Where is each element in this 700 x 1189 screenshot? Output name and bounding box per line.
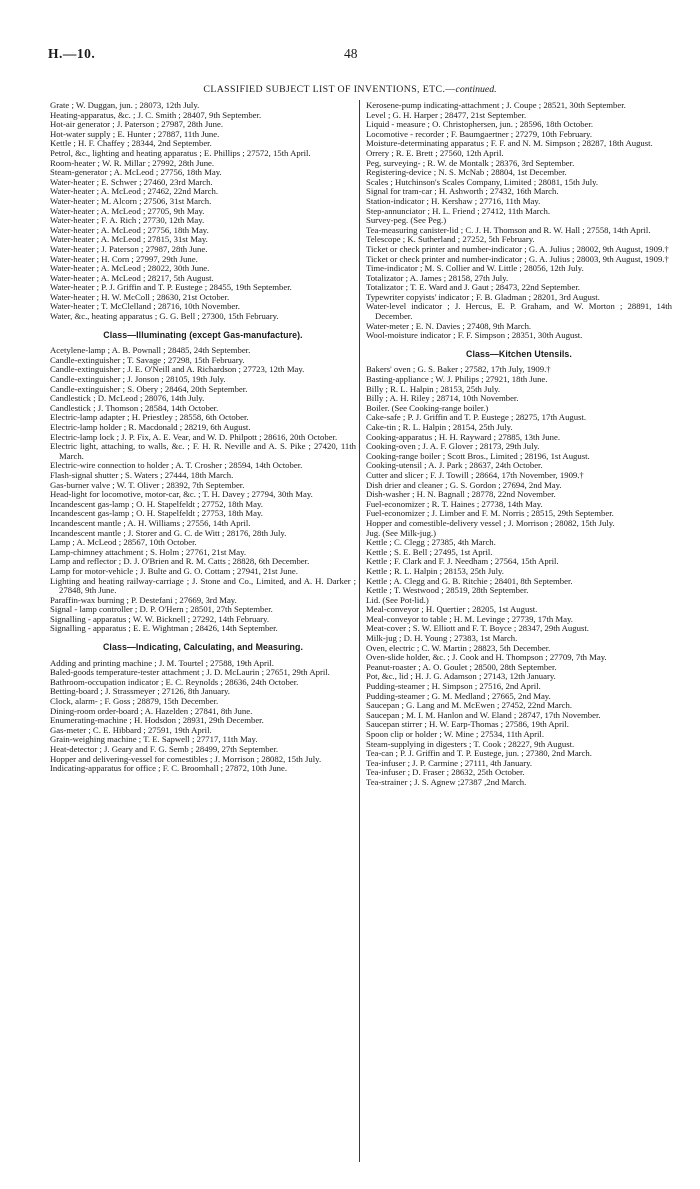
patent-entry: Peanut-roaster ; A. O. Goulet ; 28500, 28th September. xyxy=(366,661,557,672)
patent-entry: Tea-infuser ; D. Fraser ; 28632, 25th October. xyxy=(366,767,525,778)
patent-entry: Cooking-apparatus ; H. H. Rayward ; 27885, 13th June. xyxy=(366,431,560,442)
patent-entry: Incandescent gas-lamp ; O. H. Stapelfeldt ; 27752, 18th May. xyxy=(50,498,263,509)
patent-entry: Water-heater ; A. McLeod ; 27462, 22nd March. xyxy=(50,186,218,197)
patent-entry: Electric-lamp holder ; R. Macdonald ; 28219, 6th August. xyxy=(50,422,251,432)
patent-entry: Cooking-oven ; J. A. F. Glover ; 28173, 29th July. xyxy=(366,441,540,452)
page-code: H.—10. xyxy=(48,46,96,61)
patent-entry: Heat-detector ; J. Geary and F. G. Semb ; 28499, 27th September. xyxy=(50,744,279,754)
patent-entry: Dining-room order-board ; A. Hazelden ; 27841, 8th June. xyxy=(50,705,253,716)
patent-entry: Kettle ; S. E. Bell ; 27495, 1st April. xyxy=(366,546,493,557)
patent-entry: Typewriter copyists' indicator ; F. B. Gladman ; 28201, 3rd August. xyxy=(366,291,600,302)
patent-entry: Pot, &c., lid ; H. J. G. Adamson ; 27143, 12th January. xyxy=(366,671,556,682)
patent-entry: Meal-conveyor ; H. Quertier ; 28205, 1st August. xyxy=(366,604,538,615)
patent-entry: Cutter and slicer ; F. J. Towill ; 28664, 17th November, 1909.† xyxy=(366,469,584,480)
patent-entry: Station-indicator ; H. Kershaw ; 27716, 11th May. xyxy=(366,195,541,206)
patent-entry: Kerosene-pump indicating-attachment ; J. Coupe ; 28521, 30th September. xyxy=(366,100,626,110)
patent-entry: Candle-extinguisher ; J. Jonson ; 28105, 19th July. xyxy=(50,374,226,385)
patent-entry: Water-level indicator ; J. Hercus, E. P. Graham, and W. Morton ; 28891, 14th December. xyxy=(366,301,672,322)
right-column xyxy=(366,101,672,788)
patent-entry: Adding and printing machine ; J. M. Tourtel ; 27588, 19th April. xyxy=(50,657,274,668)
patent-entry: Level ; G. H. Harper ; 28477, 21st September. xyxy=(366,109,527,120)
patent-entry: Water-heater ; H. Corn ; 27997, 29th June. xyxy=(50,253,198,264)
patent-entry: Water-heater ; J. Paterson ; 27987, 28th June. xyxy=(50,243,208,254)
patent-entry: Acetylene-lamp ; A. B. Pownall ; 28485, 24th September. xyxy=(50,345,251,356)
patent-entry: Survey-peg. (See Peg.) xyxy=(366,215,447,226)
patent-entry: Clock, alarm- ; F. Goss ; 28879, 15th December. xyxy=(50,696,219,707)
patent-entry: Ticket or check printer and number-indicator ; G. A. Julius ; 28003, 9th August, 1909.† xyxy=(366,253,669,264)
patent-entry: Moisture-determinating apparatus ; F. F. and N. M. Simpson ; 28287, 18th August. xyxy=(366,138,653,149)
patent-entry: Lamp ; A. McLeod ; 28567, 10th October. xyxy=(50,537,197,548)
patent-entry: Jug. (See Milk-jug.) xyxy=(366,527,436,538)
patent-entry: Water, &c., heating apparatus ; G. G. Bell ; 27300, 15th February. xyxy=(50,311,279,322)
patent-entry: Hot-water supply ; E. Hunter ; 27887, 11th June. xyxy=(50,128,220,139)
patent-entry: Lamp-chimney attachment ; S. Holm ; 27761, 21st May. xyxy=(50,546,247,557)
running-head-title: CLASSIFIED SUBJECT LIST OF INVENTIONS, ETC.— xyxy=(203,84,456,95)
patent-entry: Tea-infuser ; J. P. Carmine ; 27111, 4th January. xyxy=(366,757,533,768)
patent-entry: Incandescent gas-lamp ; O. H. Stapelfeldt ; 27753, 18th May. xyxy=(50,508,263,519)
patent-entry: Tea-strainer ; J. S. Agnew ;27387 ,2nd March. xyxy=(366,776,527,787)
patent-entry: Water-heater ; T. McClelland ; 28716, 10th November. xyxy=(50,301,240,312)
patent-entry: Electric-lamp adapter ; H. Priestley ; 28558, 6th October. xyxy=(50,412,249,423)
patent-entry: Hopper and comestible-delivery vessel ; J. Morrison ; 28082, 15th July. xyxy=(366,517,615,528)
patent-entry: Paraffin-wax burning ; P. Destefani ; 27669, 3rd May. xyxy=(50,594,237,605)
patent-entry: Orrery ; R. E. Brett ; 27560, 12th April. xyxy=(366,147,504,158)
patent-entry: Water-heater ; A. McLeod ; 27705, 9th May. xyxy=(50,205,205,216)
patent-entry: Lid. (See Pot-lid.) xyxy=(366,594,429,605)
patent-entry: Dish drier and cleaner ; G. S. Gordon ; 27694, 2nd May. xyxy=(366,479,562,490)
patent-entry: Wool-moisture indicator ; F. F. Simpson ; 28351, 30th August. xyxy=(366,330,583,341)
patent-entry: Water-heater ; H. W. McColl ; 28630, 21st October. xyxy=(50,291,230,302)
patent-entry: Milk-jug ; D. H. Young ; 27383, 1st March. xyxy=(366,633,518,644)
patent-entry: Water-heater ; M. Alcorn ; 27506, 31st March. xyxy=(50,195,212,206)
patent-entry: Lighting and heating railway-carriage ; J. Stone and Co., Limited, and A. H. Darker ; 27848, 9th June. xyxy=(50,575,356,596)
patent-entry: Scales ; Hutchinson's Scales Company, Limited ; 28081, 15th July. xyxy=(366,176,599,187)
running-head-continued: continued. xyxy=(455,84,497,95)
patent-entry: Hot-air generator ; J. Paterson ; 27987, 28th June. xyxy=(50,119,223,130)
patent-entry: Peg, surveying- ; R. W. de Montalk ; 28376, 3rd September. xyxy=(366,157,575,168)
heating-entry-list xyxy=(50,101,356,322)
patent-entry: Grate ; W. Duggan, jun. ; 28073, 12th July. xyxy=(50,100,200,110)
patent-entry: Kettle ; C. Clegg ; 27385, 4th March. xyxy=(366,537,496,548)
patent-entry: Pudding-steamer ; G. M. Medland ; 27665, 2nd May. xyxy=(366,690,551,701)
patent-entry: Kettle ; R. L. Halpin ; 28153, 25th July. xyxy=(366,565,504,576)
patent-entry: Electric light, attaching, to walls, &c. ; F. H. R. Neville and A. S. Pike ; 27420, 11th March. xyxy=(50,441,356,461)
indicating-entry-list-continued xyxy=(366,101,672,341)
patent-entry: Cooking-range boiler ; Scott Bros., Limited ; 28196, 1st August. xyxy=(366,450,590,461)
patent-entry: Heating-apparatus, &c. ; J. C. Smith ; 28407, 9th September. xyxy=(50,109,262,120)
patent-entry: Incandescent mantle ; J. Storer and G. C. de Witt ; 28176, 28th July. xyxy=(50,527,287,538)
patent-entry: Lamp and reflector ; D. J. O'Brien and R. M. Catts ; 28828, 6th December. xyxy=(50,556,310,567)
patent-entry: Kettle ; H. F. Chaffey ; 28344, 2nd September. xyxy=(50,138,212,149)
column-divider xyxy=(359,100,360,1162)
patent-entry: Candlestick ; D. McLeod ; 28076, 14th July. xyxy=(50,393,205,404)
patent-entry: Billy ; A. H. Riley ; 28714, 10th November. xyxy=(366,393,519,404)
patent-entry: Hopper and delivering-vessel for comestibles ; J. Morrison ; 28082, 15th July. xyxy=(50,753,322,764)
patent-entry: Room-heater ; W. R. Millar ; 27992, 28th June. xyxy=(50,157,215,168)
kitchen-class-heading: Class—Kitchen Utensils. xyxy=(466,348,572,359)
patent-entry: Baled-goods temperature-tester attachment ; J. D. McLaurin ; 27651, 29th April. xyxy=(50,667,330,678)
patent-entry: Fuel-economizer ; J. Limber and F. M. Norris ; 28515, 29th September. xyxy=(366,508,614,519)
patent-entry: Head-light for locomotive, motor-car, &c. ; T. H. Davey ; 27794, 30th May. xyxy=(50,489,313,500)
patent-entry: Petrol, &c., lighting and heating apparatus ; E. Phillips ; 27572, 15th April. xyxy=(50,147,311,158)
patent-entry: Candlestick ; J. Thomson ; 28584, 14th October. xyxy=(50,402,219,413)
patent-entry: Electric-lamp lock ; J. P. Fix, A. E. Vear, and W. D. Philpott ; 28616, 20th October. xyxy=(50,431,338,442)
patent-entry: Indicating-apparatus for office ; F. C. Broomhall ; 27872, 10th June. xyxy=(50,763,288,774)
patent-entry: Time-indicator ; M. S. Collier and W. Little ; 28056, 12th July. xyxy=(366,263,584,274)
patent-entry: Liquid - measure ; O. Christophersen, jun. ; 28596, 18th October. xyxy=(366,119,594,130)
patent-entry: Meat-cover ; S. W. Elliott and F. T. Boyce ; 28347, 29th August. xyxy=(366,623,589,634)
patent-entry: Telescope ; K. Sutherland ; 27252, 5th February. xyxy=(366,234,535,245)
patent-entry: Pudding-steamer ; H. Simpson ; 27516, 2nd April. xyxy=(366,681,541,692)
patent-entry: Candle-extinguisher ; T. Savage ; 27298, 15th February. xyxy=(50,354,245,365)
patent-entry: Basting-appliance ; W. J. Philips ; 27921, 18th June. xyxy=(366,374,548,385)
patent-entry: Water-heater ; E. Schwer ; 27460, 23rd March. xyxy=(50,176,213,187)
patent-entry: Meal-conveyor to table ; H. M. Levinge ; 27739, 17th May. xyxy=(366,613,573,624)
left-column xyxy=(50,101,356,774)
patent-entry: Registering-device ; N. S. McNab ; 28804, 1st December. xyxy=(366,167,567,178)
patent-entry: Electric-wire connection to holder ; A. T. Crosher ; 28594, 14th October. xyxy=(50,460,303,471)
patent-entry: Bakers' oven ; G. S. Baker ; 27582, 17th July, 1909.† xyxy=(366,364,551,375)
indicating-class-heading: Class—Indicating, Calculating, and Measuring. xyxy=(102,642,304,653)
indicating-entry-list xyxy=(50,659,356,774)
patent-entry: Oven-slide holder, &c. ; J. Cook and H. Thompson ; 27709, 7th May. xyxy=(366,652,607,663)
kitchen-entry-list xyxy=(366,365,672,787)
patent-entry: Saucepan ; G. Lang and M. McEwen ; 27452, 22nd March. xyxy=(366,700,573,711)
patent-entry: Steam-supplying in digesters ; T. Cook ; 28227, 9th August. xyxy=(366,738,575,749)
patent-entry: Grain-weighing machine ; T. E. Sapwell ; 27717, 11th May. xyxy=(50,734,258,745)
patent-entry: Water-heater ; A. McLeod ; 28022, 30th June. xyxy=(50,263,210,274)
illuminating-class-heading: Class—Illuminating (except Gas-manufacture). xyxy=(103,329,303,340)
patent-entry: Kettle ; T. Westwood ; 28519, 28th September. xyxy=(366,585,529,596)
patent-entry: Kettle ; F. Clark and F. J. Needham ; 27564, 15th April. xyxy=(366,556,559,567)
patent-entry: Candle-extinguisher ; J. E. O'Neill and A. Richardson ; 27723, 12th May. xyxy=(50,364,305,375)
patent-entry: Oven, electric ; C. W. Martin ; 28823, 5th December. xyxy=(366,642,551,653)
patent-entry: Cooking-utensil ; A. J. Park ; 28637, 24th October. xyxy=(366,460,543,471)
patent-entry: Cake-safe ; P. J. Griffin and T. P. Eustege ; 28275, 17th August. xyxy=(366,412,587,423)
patent-entry: Fuel-economizer ; R. T. Haines ; 27738, 14th May. xyxy=(366,498,543,509)
patent-entry: Incandescent mantle ; A. H. Williams ; 27556, 14th April. xyxy=(50,517,251,528)
patent-entry: Gas-burner valve ; W. T. Oliver ; 28392, 7th September. xyxy=(50,479,245,490)
patent-entry: Water-heater ; F. A. Rich ; 27730, 12th May. xyxy=(50,215,205,226)
patent-entry: Totalizator ; T. E. Ward and J. Gaut ; 28473, 22nd September. xyxy=(366,282,580,293)
patent-entry: Water-meter ; E. N. Davies ; 27408, 9th March. xyxy=(366,320,532,331)
patent-entry: Billy ; R. L. Halpin ; 28153, 25th July. xyxy=(366,383,501,394)
patent-entry: Ticket or check printer and number-indicator ; G. A. Julius ; 28002, 9th August, 1909.† xyxy=(366,243,669,254)
patent-entry: Betting-board ; J. Strassmeyer ; 27126, 8th January. xyxy=(50,686,230,697)
running-head xyxy=(0,84,700,95)
patent-entry: Totalizator ; A. James ; 28158, 27th July. xyxy=(366,272,509,283)
patent-entry: Cake-tin ; R. L. Halpin ; 28154, 25th July. xyxy=(366,422,513,432)
patent-entry: Gas-meter ; C. E. Hibbard ; 27591, 19th April. xyxy=(50,724,212,735)
patent-entry: Dish-washer ; H. N. Bagnall ; 28778, 22nd November. xyxy=(366,489,556,500)
patent-entry: Saucepan ; M. I. M. Hanlon and W. Eland ; 28747, 17th November. xyxy=(366,709,601,720)
patent-entry: Water-heater ; A. McLeod ; 27756, 18th May. xyxy=(50,224,209,235)
patent-entry: Water-heater ; A. McLeod ; 28217, 5th August. xyxy=(50,272,214,283)
patent-entry: Steam-generator ; A. McLeod ; 27756, 18th May. xyxy=(50,167,222,178)
patent-entry: Water-heater ; A. McLeod ; 27815, 31st May. xyxy=(50,234,208,245)
patent-entry: Spoon clip or holder ; W. Mine ; 27534, 11th April. xyxy=(366,729,545,739)
patent-entry: Lamp for motor-vehicle ; J. Bulte and G. O. Cottam ; 27941, 21st June. xyxy=(50,565,298,576)
patent-entry: Signalling - apparatus ; W. W. Bicknell ; 27292, 14th February. xyxy=(50,613,270,624)
patent-entry: Candle-extinguisher ; S. Obery ; 28464, 20th September. xyxy=(50,383,248,394)
illuminating-entry-list xyxy=(50,346,356,634)
patent-entry: Step-annunciator ; H. L. Friend ; 27412, 11th March. xyxy=(366,205,551,216)
patent-entry: Signalling - apparatus ; E. E. Wightman ; 28426, 14th September. xyxy=(50,623,278,634)
patent-entry: Saucepan stirrer ; H. W. Earp-Thomas ; 27586, 19th April. xyxy=(366,719,569,730)
patent-entry: Flash-signal shutter ; S. Waters ; 27444, 18th March. xyxy=(50,469,234,480)
patent-entry: Kettle ; A. Clegg and G. B. Ritchie ; 28401, 8th September. xyxy=(366,575,573,586)
patent-entry: Boiler. (See Cooking-range boiler.) xyxy=(366,402,489,413)
page-number: 48 xyxy=(344,46,358,61)
patent-entry: Signal - lamp controller ; D. P. O'Hern ; 28501, 27th September. xyxy=(50,604,273,615)
patent-entry: Water-heater ; P. J. Griffin and T. P. Eustege ; 28455, 19th September. xyxy=(50,282,292,293)
patent-entry: Signal for tram-car ; H. Ashworth ; 27432, 16th March. xyxy=(366,186,559,197)
patent-entry: Tea-measuring canister-lid ; C. J. H. Thomson and R. W. Hall ; 27558, 14th April. xyxy=(366,224,651,235)
patent-entry: Tea-can ; P. J. Griffin and T. P. Eustege, jun. ; 27380, 2nd March. xyxy=(366,748,592,759)
patent-entry: Bathroom-occupation indicator ; E. C. Reynolds ; 28636, 24th October. xyxy=(50,676,299,687)
patent-entry: Locomotive - recorder ; F. Baumgaertner ; 27279, 10th February. xyxy=(366,128,592,139)
patent-entry: Enumerating-machine ; H. Hodsdon ; 28931, 29th December. xyxy=(50,715,264,726)
